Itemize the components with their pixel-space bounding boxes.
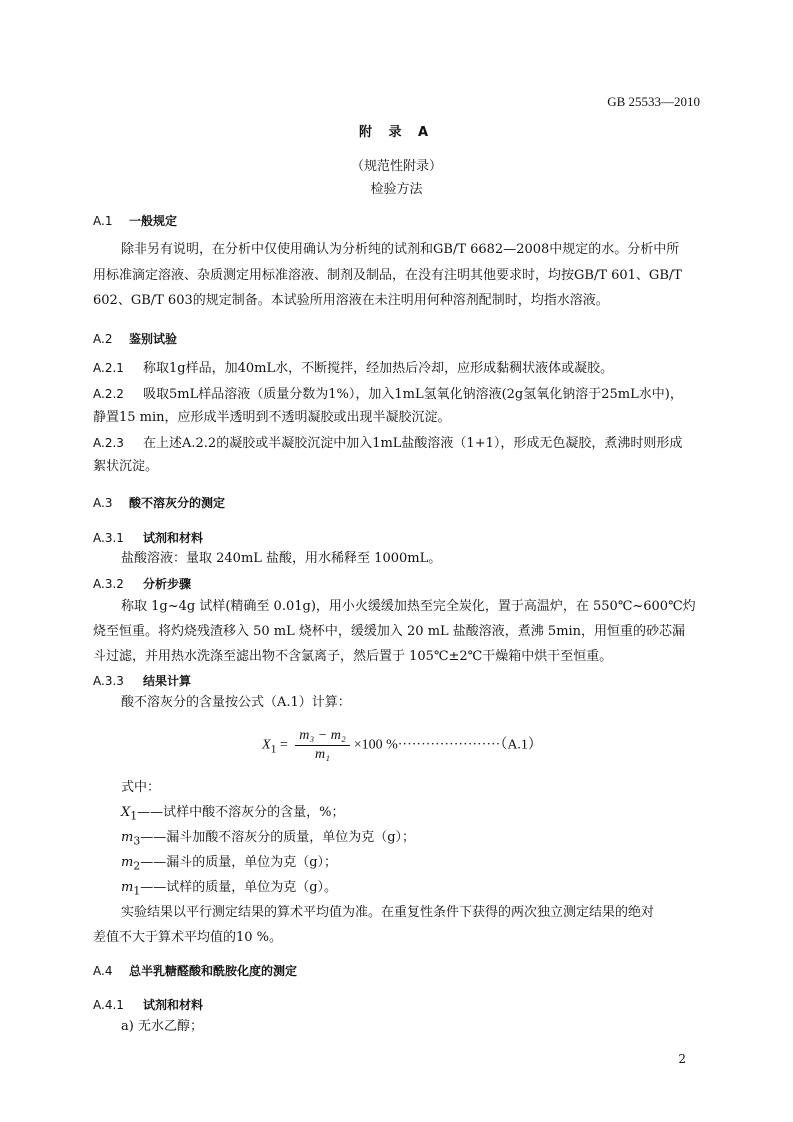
paragraph-line: 除非另有说明，在分析中仅使用确认为分析纯的试剂和GB/T 6682—2008中规定的水。分析中所 — [121, 242, 680, 257]
formula-lhs-sub: 1 — [270, 742, 277, 756]
var-desc: ——漏斗的质量，单位为克（g）； — [140, 855, 338, 870]
var-desc: ——试样的质量，单位为克（g）。 — [140, 880, 338, 895]
var-symbol: m — [121, 880, 134, 895]
normative-label: （规范性附录） — [350, 159, 442, 174]
var-desc: ——漏斗加酸不溶灰分的质量，单位为克（g）； — [140, 830, 416, 845]
subsection-title: 试剂和材料 — [143, 998, 204, 1012]
clause-a22 — [93, 382, 683, 407]
formula-equals: = — [279, 737, 288, 753]
subsection-number: A.4.1 — [93, 998, 124, 1012]
var-symbol: X — [121, 805, 131, 820]
var-sub: 3 — [133, 834, 141, 848]
section-number: A.1 — [93, 214, 113, 228]
formula-numerator: m₃ − m₂ — [295, 728, 349, 746]
clause-text: 在上述A.2.2的凝胶或半凝胶沉淀中加入1mL盐酸溶液（1+1），形成无色凝胶，煮沸时则形成 — [143, 436, 683, 451]
clause-a21 — [93, 356, 613, 381]
section-title: 总半乳糖醛酸和酰胺化度的测定 — [129, 964, 298, 978]
paragraph-line: 静置15 min，应形成半透明到不透明凝胶或出现半凝胶沉淀。 — [93, 410, 451, 425]
subsection-a32-heading — [93, 575, 191, 592]
standard-number: GB 25533—2010 — [607, 94, 700, 109]
paragraph-line: 盐酸溶液：量取 240mL 盐酸，用水稀释至 1000mL。 — [121, 551, 442, 566]
subsection-title: 分析步骤 — [143, 577, 192, 591]
section-number: A.4 — [93, 964, 113, 978]
page-number: 2 — [678, 1052, 686, 1066]
subsection-a33-heading — [93, 672, 191, 689]
clause-number: A.2.3 — [93, 436, 124, 450]
section-number: A.3 — [93, 496, 113, 510]
subsection-number: A.3.1 — [93, 531, 124, 545]
var-desc: ——试样中酸不溶灰分的含量，%； — [137, 805, 345, 820]
clause-number: A.2.2 — [93, 387, 124, 401]
section-number: A.2 — [93, 332, 113, 346]
section-title: 酸不溶灰分的测定 — [129, 496, 226, 510]
paragraph-line: 称取 1g~4g 试样(精确至 0.01g)，用小火缓缓加热至完全炭化，置于高温炉，在 550℃~600℃灼 — [121, 599, 696, 614]
subsection-title: 试剂和材料 — [143, 531, 204, 545]
appendix-title: 附 录 A — [358, 125, 435, 140]
variable-def — [121, 876, 337, 904]
section-a1-heading — [93, 212, 177, 229]
var-sub: 1 — [130, 809, 138, 823]
paragraph-line: 斗过滤，并用热水洗涤至滤出物不含氯离子，然后置于 105℃±2℃干燥箱中烘干至恒重。 — [93, 649, 613, 664]
clause-a23 — [93, 431, 682, 456]
paragraph-line: 用标准滴定溶液、杂质测定用标准溶液、制剂及制品，在没有注明其他要求时，均按GB/T 601、GB/T — [93, 268, 682, 283]
formula-tail: ×100 %······················（A.1） — [353, 737, 542, 753]
var-symbol: m — [121, 855, 134, 870]
section-title: 一般规定 — [129, 214, 178, 228]
variable-def — [121, 801, 345, 829]
paragraph-line: 602、GB/T 603的规定制备。本试验所用溶液在未注明用何种溶剂配制时，均指水溶液。 — [93, 293, 609, 308]
paragraph-line: 烧至恒重。将灼烧残渣移入 50 mL 烧杯中，缓缓加入 20 mL 盐酸溶液，煮沸 5min，用恒重的砂芯漏 — [93, 624, 686, 639]
paragraph-line: 实验结果以平行测定结果的算术平均值为准。在重复性条件下获得的两次独立测定结果的绝对 — [121, 905, 655, 920]
subsection-a31-heading — [93, 529, 203, 546]
where-label: 式中： — [121, 780, 161, 795]
section-a2-heading — [93, 330, 177, 347]
clause-number: A.2.1 — [93, 361, 124, 375]
formula-lhs: X — [262, 737, 271, 753]
formula-a1 — [262, 728, 542, 763]
method-title: 检验方法 — [370, 182, 423, 197]
variable-def — [121, 851, 337, 879]
paragraph-line: 絮状沉淀。 — [93, 459, 159, 474]
variable-def — [121, 826, 415, 854]
paragraph-line: 差值不大于算术平均值的10 %。 — [93, 930, 283, 945]
var-symbol: m — [121, 830, 134, 845]
paragraph-line: 酸不溶灰分的含量按公式（A.1）计算： — [121, 695, 351, 710]
formula-fraction — [295, 728, 349, 763]
formula-denominator: m₁ — [315, 747, 330, 762]
list-item: a) 无水乙醇； — [121, 1019, 203, 1034]
section-title: 鉴别试验 — [129, 332, 178, 346]
section-a4-heading — [93, 962, 297, 979]
clause-text: 称取1g样品，加40mL水，不断搅拌，经加热后冷却，应形成黏稠状液体或凝胶。 — [143, 361, 614, 376]
subsection-number: A.3.3 — [93, 674, 124, 688]
var-sub: 2 — [133, 859, 141, 873]
subsection-title: 结果计算 — [143, 674, 192, 688]
clause-text: 吸取5mL样品溶液（质量分数为1%），加入1mL氢氧化钠溶液(2g氢氧化钠溶于25mL水中)， — [143, 387, 683, 402]
var-sub: 1 — [133, 884, 141, 898]
subsection-number: A.3.2 — [93, 577, 124, 591]
subsection-a41-heading — [93, 996, 203, 1013]
section-a3-heading — [93, 494, 225, 511]
